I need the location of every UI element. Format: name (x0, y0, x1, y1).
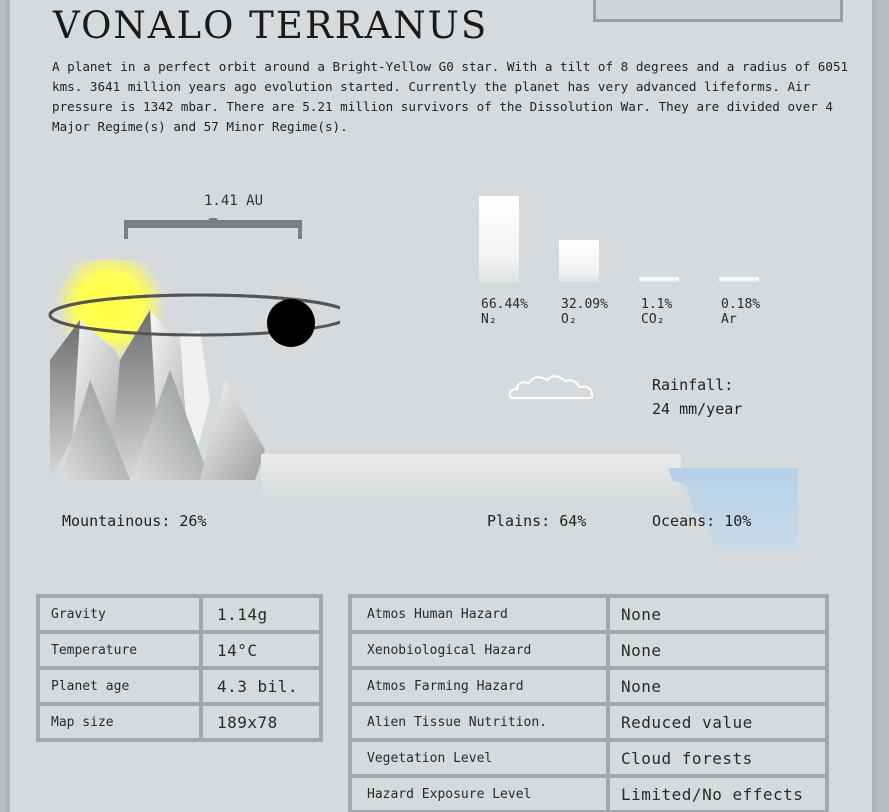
hazard-label: Xenobiological Hazard (350, 632, 608, 668)
gas-percent: 1.1% (641, 297, 673, 312)
stat-label: Map size (38, 704, 201, 740)
hazard-label: Atmos Farming Hazard (350, 668, 608, 704)
rainfall-value: 24 mm/year (652, 400, 743, 418)
table-row (350, 704, 827, 740)
table-row (38, 668, 321, 704)
gas-symbol: O₂ (561, 312, 577, 327)
stat-value: 189x78 (201, 704, 321, 740)
hazard-value: None (608, 632, 827, 668)
table-row (350, 776, 827, 812)
gas-percent: 0.18% (721, 297, 761, 312)
table-row (350, 596, 827, 632)
hazard-value: None (608, 596, 827, 632)
stat-label: Planet age (38, 668, 201, 704)
table-row (38, 704, 321, 740)
hazard-label: Atmos Human Hazard (350, 596, 608, 632)
hazard-table (348, 594, 829, 812)
hazard-label: Vegetation Level (350, 740, 608, 776)
stats-table (36, 594, 323, 742)
terrain-strip (46, 440, 806, 555)
oceans-percent: Oceans: 10% (652, 512, 752, 530)
table-row (350, 740, 827, 776)
mountainous-percent: Mountainous: 26% (62, 512, 207, 530)
ocean-area (668, 468, 798, 550)
hazard-value: Reduced value (608, 704, 827, 740)
table-row (350, 668, 827, 704)
hazard-label: Alien Tissue Nutrition. (350, 704, 608, 740)
planet-title: VONALO TERRANUS (53, 4, 489, 47)
hazard-value: Limited/No effects (608, 776, 827, 812)
planet-icon (267, 299, 315, 347)
gas-symbol: N₂ (481, 312, 497, 327)
gas-symbol: CO₂ (641, 312, 665, 327)
rainfall-label: Rainfall: (652, 376, 734, 394)
gas-ar (721, 297, 791, 327)
gas-n2 (481, 297, 551, 327)
orbit-distance-label: 1.41 AU (204, 193, 264, 209)
hazard-value: Cloud forests (608, 740, 827, 776)
rainfall-block (652, 373, 742, 421)
gas-symbol: Ar (721, 312, 737, 327)
atmosphere-bar (719, 277, 759, 282)
plains-percent: Plains: 64% (487, 512, 587, 530)
stat-value: 14°C (201, 632, 321, 668)
atmosphere-bar (479, 196, 519, 282)
stat-label: Temperature (38, 632, 201, 668)
gas-o2 (561, 297, 631, 327)
table-row (38, 596, 321, 632)
table-row (38, 632, 321, 668)
table-row (350, 632, 827, 668)
stat-value: 4.3 bil. (201, 668, 321, 704)
gas-percent: 32.09% (561, 297, 608, 312)
cloud-icon (505, 370, 597, 402)
stat-value: 1.14g (201, 596, 321, 632)
plains-area (261, 454, 681, 504)
header-box (593, 0, 843, 22)
atmosphere-bar (559, 240, 599, 282)
distance-bracket (122, 218, 304, 240)
gas-co2 (641, 297, 711, 327)
gas-percent: 66.44% (481, 297, 528, 312)
stat-label: Gravity (38, 596, 201, 632)
hazard-value: None (608, 668, 827, 704)
atmosphere-bar (639, 277, 679, 282)
planet-description: A planet in a perfect orbit around a Bright-Yellow G0 star. With a tilt of 8 degrees and a radius of 6051 kms. 3641 million years ago evolution started. Currently the planet has very advanced lifeforms. Air pressure is 1342 mbar. There are 5.21 million survivors of the Dissolution War. They are divided over 4 Major Regime(s) and 57 Minor Regime(s). (52, 59, 849, 134)
hazard-label: Hazard Exposure Level (350, 776, 608, 812)
